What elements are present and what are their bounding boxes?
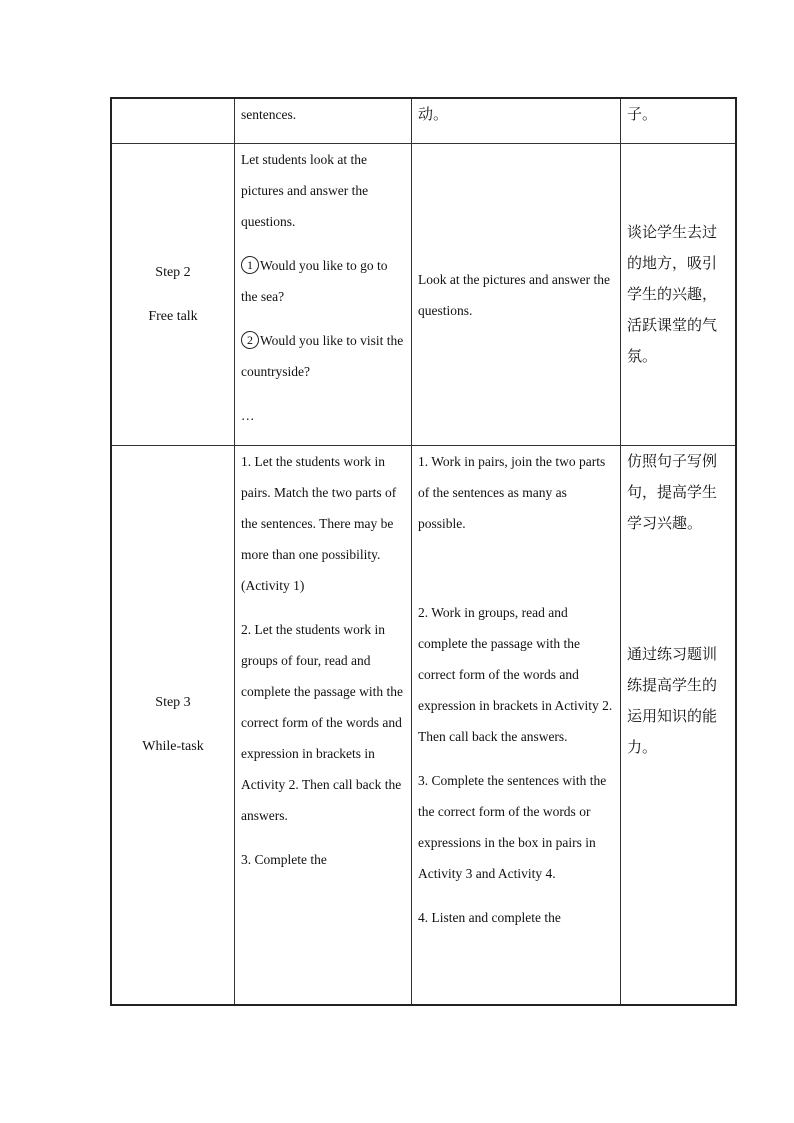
teacher-activity-text: sentences. [241,107,297,122]
step-name: While-task [142,739,204,754]
teacher-item-3: 3. Complete the [241,852,327,867]
teacher-activity-intro: Let students look at the pictures and answer the questions. [241,152,369,229]
question-1 [241,250,405,312]
question-text: Would you like to visit the countryside? [241,333,404,379]
question-2 [241,325,405,387]
step-label: Step 2 [155,264,191,280]
purpose-text-1: 仿照句子写例句，提高学生学习兴趣。 [627,452,718,532]
purpose-cell [621,144,737,446]
step-cell [111,144,235,446]
purpose-text-2: 通过练习题训练提高学生的运用知识的能力。 [627,645,718,756]
ellipsis: … [241,408,255,423]
student-item-3: 3. Complete the sentences with the the correct form of the words or expressions in the box in pairs in Activity 3 and Activity 4. [418,773,607,881]
table-row [111,446,736,1006]
student-activity-cell [412,446,621,1006]
purpose-cell [621,446,737,1006]
circled-number: 1 [241,256,259,274]
purpose-text: 子。 [627,105,658,123]
step-cell [111,446,235,1006]
student-activity-text: Look at the pictures and answer the questions. [418,271,610,318]
student-item-1: 1. Work in pairs, join the two parts of the sentences as many as possible. [418,454,606,531]
table-row [111,144,736,446]
teacher-activity-cell [235,144,412,446]
teacher-activity-cell [235,446,412,1006]
step-label: Step 3 [155,695,191,710]
step-cell [111,98,235,144]
student-item-4: 4. Listen and complete the [418,910,561,925]
purpose-text: 谈论学生去过的地方，吸引学生的兴趣，活跃课堂的气氛。 [627,223,718,365]
student-activity-text: 动。 [418,105,449,123]
purpose-cell [621,98,737,144]
teacher-item-1: 1. Let the students work in pairs. Match the two parts of the sentences. There may be more than one possibility. (Activity 1) [241,454,397,593]
student-activity-cell [412,144,621,446]
teacher-activity-cell [235,98,412,144]
student-activity-cell [412,98,621,144]
step-name: Free talk [148,308,198,324]
question-text: Would you like to go to the sea? [241,258,388,304]
lesson-plan-table [110,97,737,1006]
circled-number: 2 [241,331,259,349]
student-item-2: 2. Work in groups, read and complete the passage with the correct form of the words and expression in brackets in Activity 2. Then call back the answers. [418,605,613,744]
teacher-item-2: 2. Let the students work in groups of four, read and complete the passage with the correct form of the words and expression in brackets in Activity 2. Then call back the answers. [241,622,403,823]
table-row [111,98,736,144]
